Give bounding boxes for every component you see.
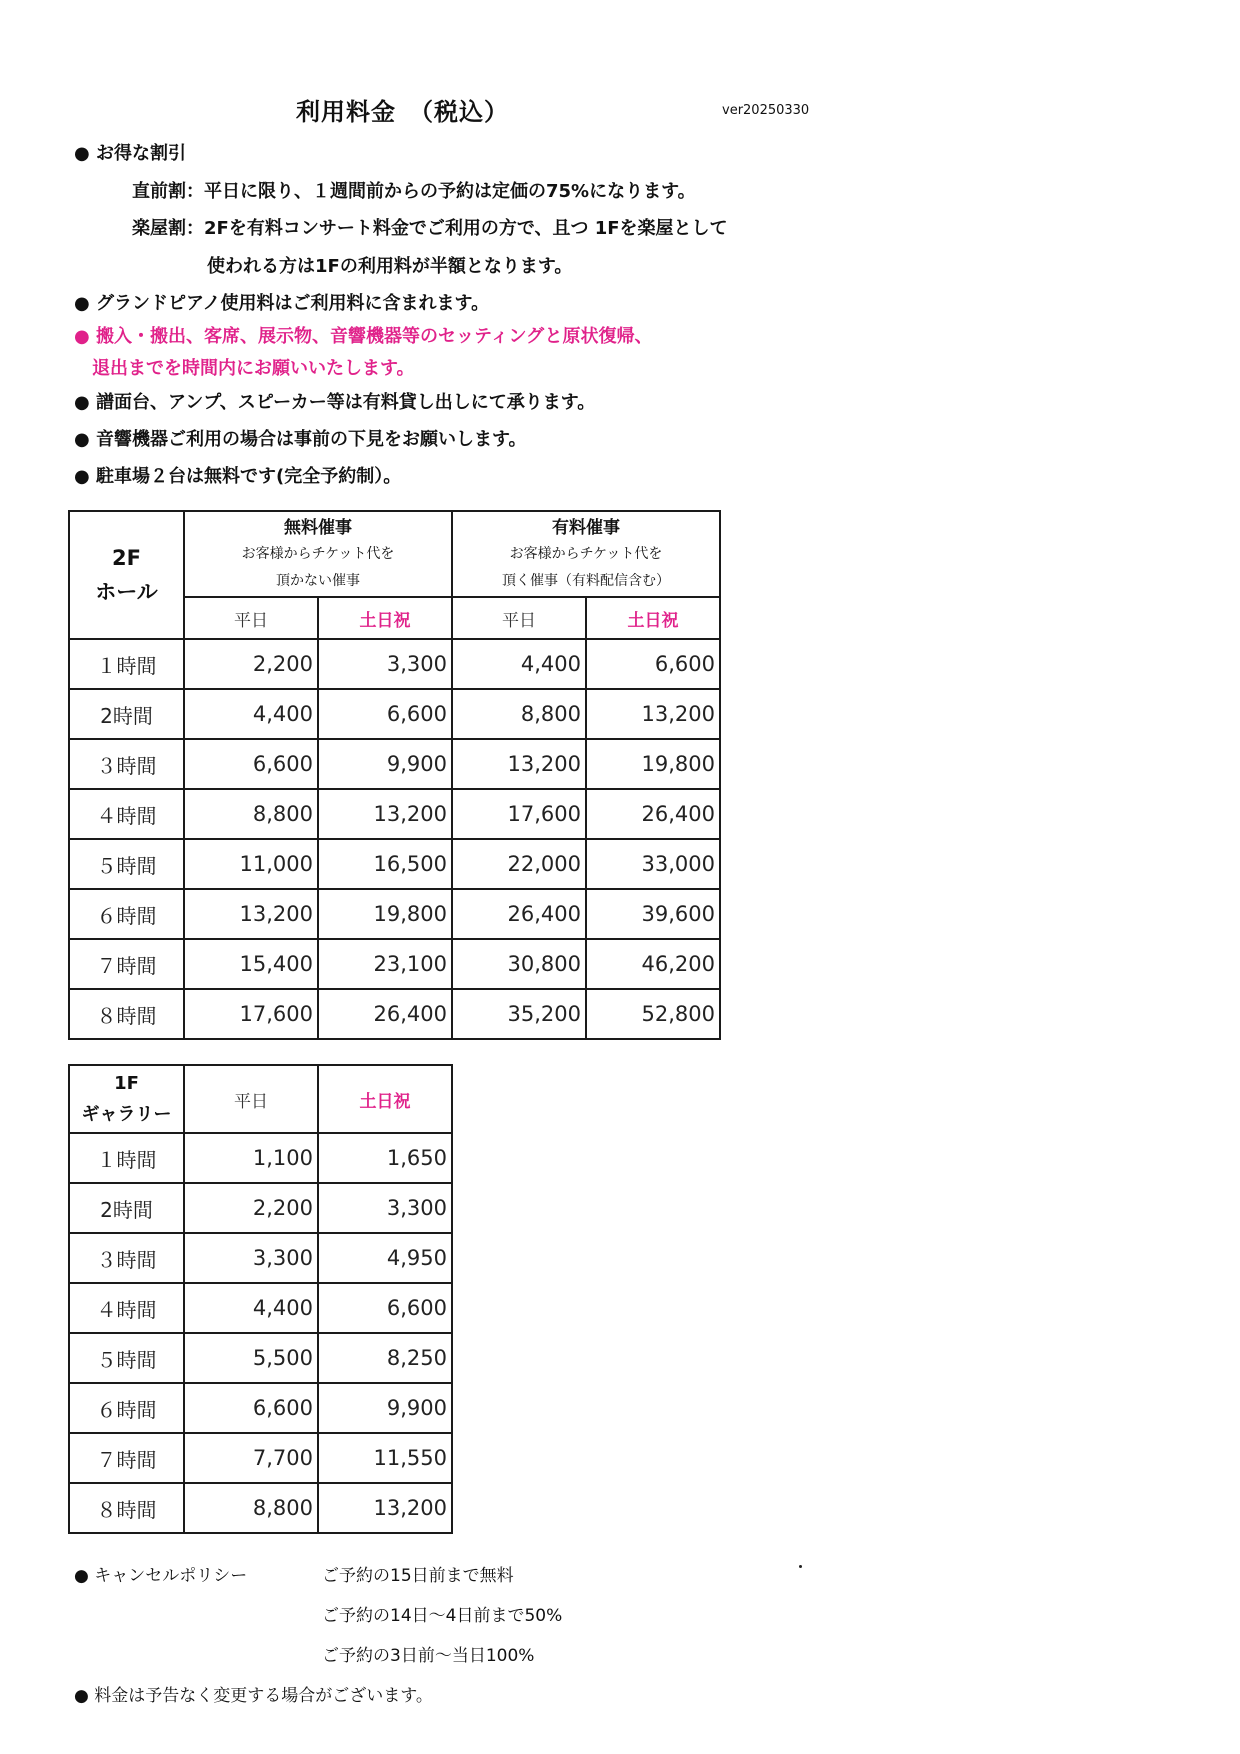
table-row — [69, 1233, 452, 1283]
free-weekday-price: 13,200 — [184, 889, 318, 939]
gallery-name-cell — [69, 1065, 184, 1133]
gallery-holiday-header: 土日祝 — [318, 1065, 452, 1133]
duration-label: ５時間 — [69, 839, 184, 889]
table-row — [69, 1433, 452, 1483]
gallery-holiday-price: 13,200 — [318, 1483, 452, 1533]
free-holiday-price: 23,100 — [318, 939, 452, 989]
paid-holiday-header: 土日祝 — [586, 597, 720, 639]
hall-floor-label: 2F — [112, 546, 141, 570]
note-sound: ● 音響機器ご利用の場合は事前の下見をお願いします。 — [74, 429, 527, 450]
paid-event-desc-2: 頂く催事（有料配信含む） — [502, 573, 670, 589]
note-setup-1: ● 搬入・搬出、客席、展示物、音響機器等のセッティングと原状復帰、 — [74, 326, 653, 347]
free-holiday-price: 16,500 — [318, 839, 452, 889]
free-weekday-header: 平日 — [184, 597, 318, 639]
table-row — [69, 1283, 452, 1333]
gallery-holiday-price: 1,650 — [318, 1133, 452, 1183]
table-row — [69, 739, 720, 789]
hall-rate-table — [68, 510, 721, 1040]
gallery-floor-label: 1F — [114, 1073, 139, 1094]
paid-holiday-price: 26,400 — [586, 789, 720, 839]
gallery-weekday-price: 1,100 — [184, 1133, 318, 1183]
free-event-desc-2: 頂かない催事 — [276, 573, 360, 589]
gallery-weekday-price: 6,600 — [184, 1383, 318, 1433]
gallery-rate-table — [68, 1064, 453, 1534]
duration-label: ４時間 — [69, 1283, 184, 1333]
paid-weekday-price: 8,800 — [452, 689, 586, 739]
discount-dressing-room-1: 楽屋割：2Fを有料コンサート料金でご利用の方で、且つ 1Fを楽屋として — [132, 218, 728, 239]
free-holiday-price: 6,600 — [318, 689, 452, 739]
free-event-desc-1: お客様からチケット代を — [241, 546, 395, 562]
paid-event-desc-1: お客様からチケット代を — [509, 546, 663, 562]
table-row — [69, 939, 720, 989]
paid-holiday-price: 13,200 — [586, 689, 720, 739]
duration-label: ８時間 — [69, 989, 184, 1039]
version-label: ver20250330 — [722, 103, 810, 118]
note-piano: ● グランドピアノ使用料はご利用料に含まれます。 — [74, 293, 490, 314]
price-change-note: ● 料金は予告なく変更する場合がございます。 — [74, 1686, 433, 1706]
duration-label: ７時間 — [69, 1433, 184, 1483]
paid-holiday-price: 39,600 — [586, 889, 720, 939]
paid-weekday-price: 35,200 — [452, 989, 586, 1039]
duration-label: ６時間 — [69, 889, 184, 939]
gallery-weekday-price: 4,400 — [184, 1283, 318, 1333]
gallery-holiday-price: 8,250 — [318, 1333, 452, 1383]
free-event-header — [184, 511, 452, 597]
note-setup-2: 退出までを時間内にお願いいたします。 — [92, 358, 415, 379]
table-row — [69, 1383, 452, 1433]
discount-dressing-room-2: 使われる方は1Fの利用料が半額となります。 — [207, 256, 573, 277]
free-weekday-price: 2,200 — [184, 639, 318, 689]
paid-weekday-price: 26,400 — [452, 889, 586, 939]
table-row — [69, 639, 720, 689]
gallery-weekday-price: 3,300 — [184, 1233, 318, 1283]
discount-heading: ● お得な割引 — [74, 143, 186, 164]
note-parking: ● 駐車場２台は無料です(完全予約制）。 — [74, 466, 402, 487]
free-holiday-price: 9,900 — [318, 739, 452, 789]
free-weekday-price: 15,400 — [184, 939, 318, 989]
paid-holiday-price: 33,000 — [586, 839, 720, 889]
discount-last-minute: 直前割：平日に限り、１週間前からの予約は定価の75%になります。 — [132, 181, 696, 202]
free-holiday-price: 26,400 — [318, 989, 452, 1039]
free-weekday-price: 17,600 — [184, 989, 318, 1039]
table-row — [69, 889, 720, 939]
gallery-holiday-price: 4,950 — [318, 1233, 452, 1283]
table-row — [69, 839, 720, 889]
gallery-weekday-price: 2,200 — [184, 1183, 318, 1233]
free-holiday-price: 19,800 — [318, 889, 452, 939]
paid-holiday-price: 6,600 — [586, 639, 720, 689]
free-weekday-price: 8,800 — [184, 789, 318, 839]
duration-label: ３時間 — [69, 739, 184, 789]
duration-label: ４時間 — [69, 789, 184, 839]
stray-dot — [799, 1565, 802, 1568]
duration-label: ３時間 — [69, 1233, 184, 1283]
table-row — [69, 1133, 452, 1183]
paid-event-header — [452, 511, 720, 597]
duration-label: １時間 — [69, 639, 184, 689]
gallery-name-label: ギャラリー — [81, 1104, 172, 1125]
hall-name-label: ホール — [95, 580, 158, 604]
gallery-weekday-price: 8,800 — [184, 1483, 318, 1533]
free-weekday-price: 6,600 — [184, 739, 318, 789]
duration-label: 2時間 — [69, 1183, 184, 1233]
table-row — [69, 1483, 452, 1533]
duration-label: ８時間 — [69, 1483, 184, 1533]
note-rental: ● 譜面台、アンプ、スピーカー等は有料貸し出しにて承ります。 — [74, 392, 596, 413]
table-row — [69, 1333, 452, 1383]
gallery-weekday-price: 5,500 — [184, 1333, 318, 1383]
table-row — [69, 789, 720, 839]
cancel-rule-2: ご予約の14日～4日前まで50% — [322, 1606, 563, 1626]
paid-weekday-price: 4,400 — [452, 639, 586, 689]
paid-holiday-price: 52,800 — [586, 989, 720, 1039]
duration-label: ７時間 — [69, 939, 184, 989]
duration-label: １時間 — [69, 1133, 184, 1183]
free-event-title: 無料催事 — [284, 518, 352, 538]
free-holiday-price: 13,200 — [318, 789, 452, 839]
paid-weekday-price: 17,600 — [452, 789, 586, 839]
free-weekday-price: 4,400 — [184, 689, 318, 739]
paid-event-title: 有料催事 — [552, 518, 620, 538]
gallery-holiday-price: 9,900 — [318, 1383, 452, 1433]
cancel-rule-3: ご予約の3日前～当日100% — [322, 1646, 535, 1666]
table-row — [69, 689, 720, 739]
paid-holiday-price: 46,200 — [586, 939, 720, 989]
gallery-weekday-header: 平日 — [184, 1065, 318, 1133]
free-holiday-header: 土日祝 — [318, 597, 452, 639]
duration-label: 2時間 — [69, 689, 184, 739]
table-row — [69, 989, 720, 1039]
paid-weekday-header: 平日 — [452, 597, 586, 639]
paid-weekday-price: 22,000 — [452, 839, 586, 889]
hall-name-cell — [69, 511, 184, 639]
free-holiday-price: 3,300 — [318, 639, 452, 689]
duration-label: ６時間 — [69, 1383, 184, 1433]
gallery-holiday-price: 6,600 — [318, 1283, 452, 1333]
table-row — [69, 1183, 452, 1233]
paid-weekday-price: 13,200 — [452, 739, 586, 789]
cancel-policy-heading: ● キャンセルポリシー — [74, 1566, 248, 1586]
duration-label: ５時間 — [69, 1333, 184, 1383]
paid-holiday-price: 19,800 — [586, 739, 720, 789]
gallery-holiday-price: 3,300 — [318, 1183, 452, 1233]
paid-weekday-price: 30,800 — [452, 939, 586, 989]
cancel-rule-1: ご予約の15日前まで無料 — [322, 1566, 514, 1586]
gallery-weekday-price: 7,700 — [184, 1433, 318, 1483]
gallery-holiday-price: 11,550 — [318, 1433, 452, 1483]
free-weekday-price: 11,000 — [184, 839, 318, 889]
page-title: 利用料金 （税込） — [296, 98, 509, 126]
